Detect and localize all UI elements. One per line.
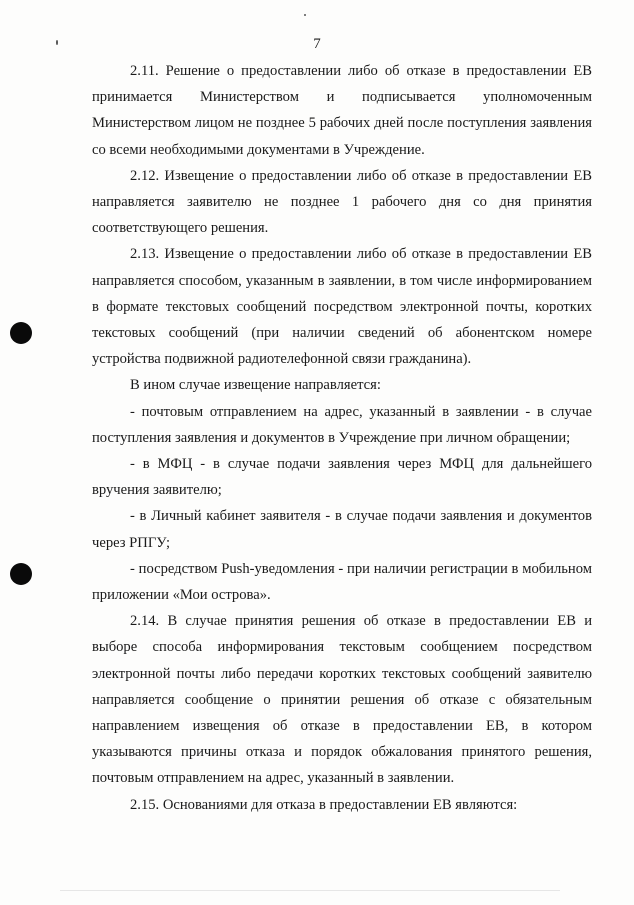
- binder-hole: [10, 322, 32, 344]
- paragraph-2-15: 2.15. Основаниями для отказа в предоставлении ЕВ являются:: [130, 796, 518, 813]
- list-item-push: - посредством Push-уведомления - при наличии регистрации в мобильном приложении «Мои острова».: [92, 560, 592, 604]
- body-text: [92, 58, 592, 818]
- page-number: 7: [313, 36, 321, 52]
- scan-edge: [60, 890, 560, 891]
- list-item-cabinet: - в Личный кабинет заявителя - в случае подачи заявления и документов через РПГУ;: [92, 508, 592, 551]
- paragraph-2-11: 2.11. Решение о предоставлении либо об отказе в предоставлении ЕВ принимается Министерством и подписывается уполномоченным Министерством лицом не позднее 5 рабочих дней после поступления заявления со всеми необходимыми документами в Учреждение.: [92, 63, 592, 158]
- paragraph-other-case: В ином случае извещение направляется:: [130, 377, 381, 394]
- paragraph-2-13: 2.13. Извещение о предоставлении либо об отказе в предоставлении ЕВ направляется способом, указанным в заявлении, в том числе информированием в формате текстовых сообщений посредством электронной почты, коротких текстовых сообщений (при наличии сведений об абонентском номере устройства подвижной радиотелефонной связи гражданина).: [92, 246, 592, 368]
- paragraph-2-12: 2.12. Извещение о предоставлении либо об отказе в предоставлении ЕВ направляется заявителю не позднее 1 рабочего дня со дня принятия соответствующего решения.: [92, 167, 592, 237]
- paragraph-2-14: 2.14. В случае принятия решения об отказе в предоставлении ЕВ и выборе способа информирования текстовым сообщением посредством электронной почты либо передачи коротких текстовых сообщений заявителю направляется сообщение о принятии решения об отказе с обязательным направлением извещения об отказе в предоставлении ЕВ, в котором указываются причины отказа и порядок обжалования принятого решения, почтовым отправлением на адрес, указанный в заявлении.: [92, 613, 592, 787]
- list-item-post: - почтовым отправлением на адрес, указанный в заявлении - в случае поступления заявления и документов в Учреждение при личном обращении;: [92, 403, 592, 446]
- list-item-mfc: - в МФЦ - в случае подачи заявления через МФЦ для дальнейшего вручения заявителю;: [92, 456, 592, 499]
- binder-hole: [10, 563, 32, 585]
- scan-speck: [304, 14, 306, 16]
